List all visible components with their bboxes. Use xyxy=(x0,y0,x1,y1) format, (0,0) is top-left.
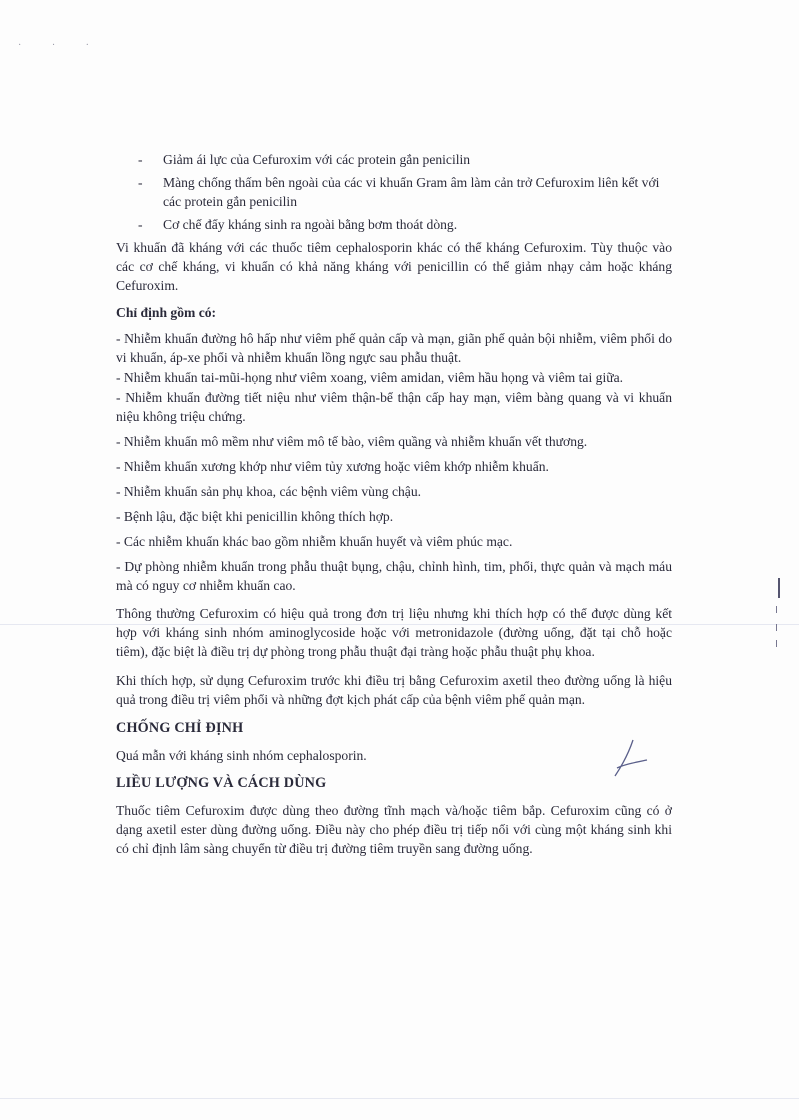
combination-paragraph: Thông thường Cefuroxim có hiệu quả trong đơn trị liệu nhưng khi thích hợp có thể được dùng kết hợp với kháng sinh nhóm aminoglycoside hoặc với metronidazole (đường uống, đặt tại chỗ hoặc tiêm), đặc biệt là điều trị dự phòng trong phẫu thuật đại tràng hoặc phẫu thuật phụ khoa. xyxy=(116,606,672,659)
scan-speckles: · · · xyxy=(18,40,103,51)
indication-item: - Nhiễm khuẩn sản phụ khoa, các bệnh viêm vùng chậu. xyxy=(116,484,422,499)
list-item: - Màng chống thấm bên ngoài của các vi khuẩn Gram âm làm cản trở Cefuroxim liên kết với các protein gắn penicilin xyxy=(138,175,660,209)
resistance-mechanisms-list xyxy=(116,150,672,234)
indication-item: - Nhiễm khuẩn mô mềm như viêm mô tế bào, viêm quầng và nhiễm khuẩn vết thương. xyxy=(116,434,588,449)
document-body xyxy=(116,150,672,863)
sequential-therapy-paragraph: Khi thích hợp, sử dụng Cefuroxim trước khi điều trị bằng Cefuroxim axetil theo đường uống là hiệu quả trong điều trị viêm phổi và những đợt kịch phát cấp của bệnh viêm phế quản mạn. xyxy=(116,673,672,707)
indication-item: - Nhiễm khuẩn xương khớp như viêm tủy xương hoặc viêm khớp nhiễm khuẩn. xyxy=(116,459,549,474)
list-item: - Giảm ái lực của Cefuroxim với các protein gắn penicilin xyxy=(138,152,471,167)
list-item: - Cơ chế đẩy kháng sinh ra ngoài bằng bơm thoát dòng. xyxy=(138,217,458,232)
indication-item: - Nhiễm khuẩn đường tiết niệu như viêm thận-bể thận cấp hay mạn, viêm bàng quang và vi khuẩn niệu không triệu chứng. xyxy=(116,390,672,424)
margin-mark xyxy=(776,640,781,647)
contraindications-heading: CHỐNG CHỈ ĐỊNH xyxy=(116,720,244,736)
contraindications-text: Quá mẫn với kháng sinh nhóm cephalosporin. xyxy=(116,748,367,763)
scan-artifact-line xyxy=(0,1098,799,1099)
indication-item: - Bệnh lậu, đặc biệt khi penicillin không thích hợp. xyxy=(116,509,394,524)
indication-item: - Dự phòng nhiễm khuẩn trong phẫu thuật bụng, chậu, chỉnh hình, tim, phổi, thực quản và mạch máu mà có nguy cơ nhiễm khuẩn cao. xyxy=(116,559,672,593)
indications-heading: Chỉ định gồm có: xyxy=(116,305,217,320)
margin-mark xyxy=(776,606,781,613)
indication-item: - Nhiễm khuẩn đường hô hấp như viêm phế quản cấp và mạn, giãn phế quản bội nhiễm, viêm phổi do vi khuẩn, áp-xe phổi và nhiễm khuẩn lồng ngực sau phẫu thuật. xyxy=(116,331,672,365)
dosage-text: Thuốc tiêm Cefuroxim được dùng theo đường tĩnh mạch và/hoặc tiêm bắp. Cefuroxim cũng có ở dạng axetil ester dùng đường uống. Điều này cho phép điều trị tiếp nối với cùng một kháng sinh khi có chỉ định lâm sàng chuyển từ điều trị đường tiêm truyền sang đường uống. xyxy=(116,803,672,856)
margin-mark xyxy=(778,578,780,598)
resistance-paragraph: Vi khuẩn đã kháng với các thuốc tiêm cephalosporin khác có thể kháng Cefuroxim. Tùy thuộc vào các cơ chế kháng, vi khuẩn có khả năng kháng với penicillin có thể giảm nhạy cảm hoặc kháng Cefuroxim. xyxy=(116,240,672,293)
indication-item: - Nhiễm khuẩn tai-mũi-họng như viêm xoang, viêm amidan, viêm hầu họng và viêm tai giữa. xyxy=(116,370,624,385)
margin-mark xyxy=(776,624,781,631)
dosage-heading: LIỀU LƯỢNG VÀ CÁCH DÙNG xyxy=(116,775,327,791)
indication-item: - Các nhiễm khuẩn khác bao gồm nhiễm khuẩn huyết và viêm phúc mạc. xyxy=(116,534,513,549)
